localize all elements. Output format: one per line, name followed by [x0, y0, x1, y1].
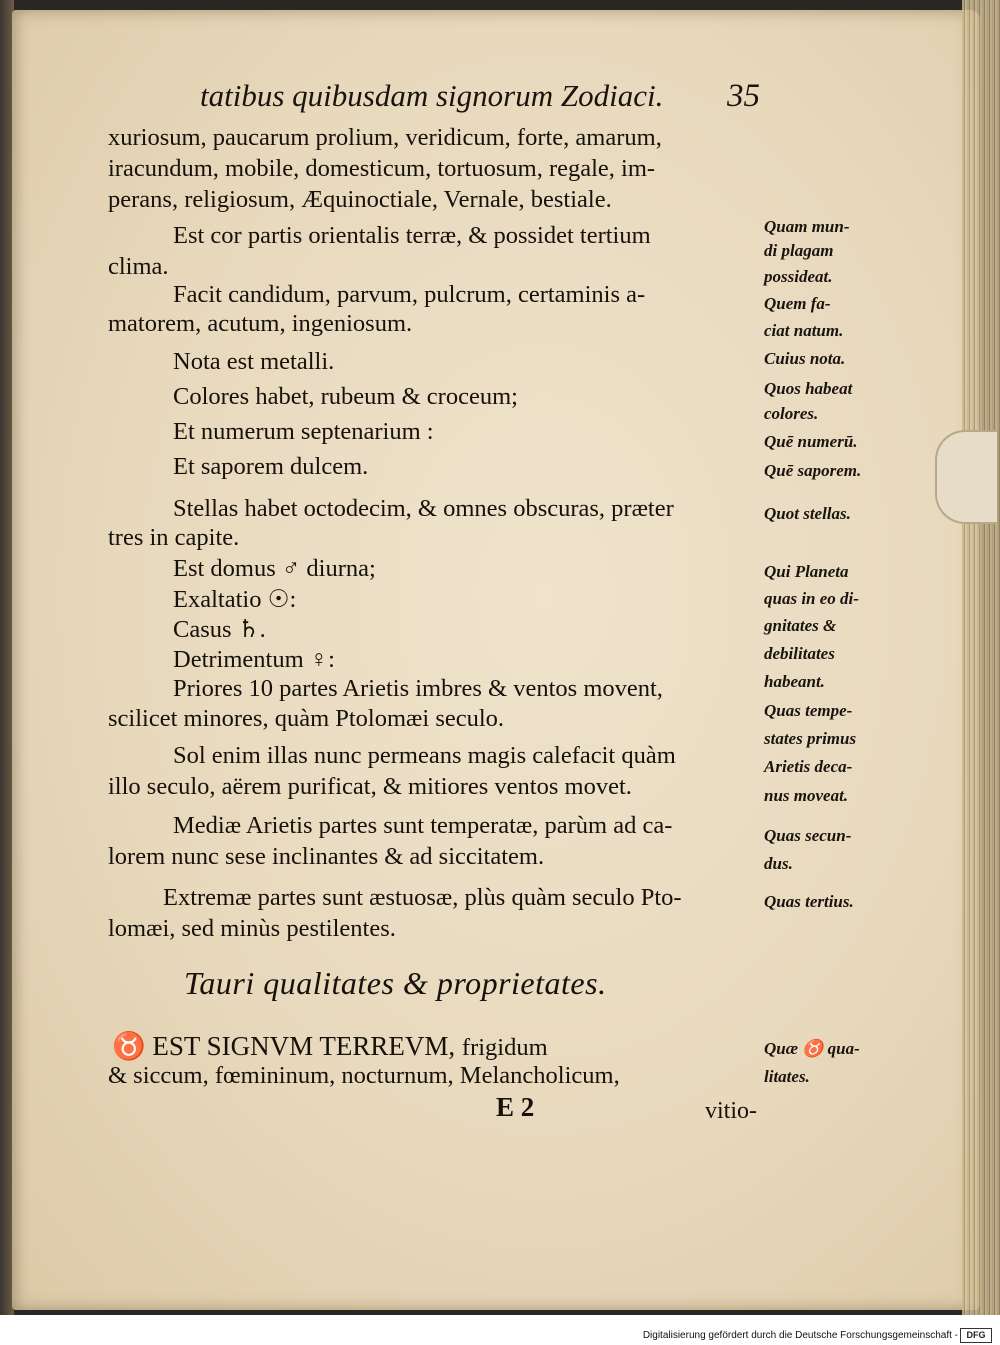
section-heading: Tauri qualitates & proprietates. — [184, 965, 607, 1001]
body-line: Sol enim illas nunc permeans magis calefacit quàm — [173, 742, 676, 769]
marginal-note: Quas tempe- — [764, 701, 853, 720]
marginal-note: di plagam — [764, 241, 834, 260]
signature-mark: E 2 — [496, 1092, 535, 1122]
taurus-caps: EST SIGNVM TERREVM, — [152, 1031, 456, 1061]
body-line: Detrimentum ♀: — [173, 646, 335, 673]
marginal-note: dus. — [764, 854, 793, 873]
body-line: lomæi, sed minùs pestilentes. — [108, 915, 396, 942]
marginal-note: colores. — [764, 404, 819, 423]
marginal-note: quas in eo di- — [764, 589, 859, 608]
marginal-note: Quē saporem. — [764, 461, 862, 480]
page-number: 35 — [727, 78, 760, 114]
marginal-note: Quē numerū. — [764, 432, 858, 451]
page-tab — [935, 430, 997, 524]
marginal-note: litates. — [764, 1067, 810, 1086]
body-line: iracundum, mobile, domesticum, tortuosum, regale, im- — [108, 155, 656, 182]
body-line: Stellas habet octodecim, & omnes obscuras, præter — [173, 495, 674, 522]
taurus-rest: frigidum — [461, 1034, 548, 1061]
body-line: Priores 10 partes Arietis imbres & ventos movent, — [173, 675, 663, 702]
body-line: scilicet minores, quàm Ptolomæi seculo. — [108, 705, 505, 732]
body-line: Et saporem dulcem. — [173, 453, 369, 480]
body-line: Extremæ partes sunt æstuosæ, plùs quàm seculo Pto- — [163, 884, 682, 911]
taurus-line-2: & siccum, fœmininum, nocturnum, Melancholicum, — [108, 1062, 620, 1089]
body-line: Est cor partis orientalis terræ, & possidet tertium — [173, 222, 651, 249]
body-line: lorem nunc sese inclinantes & ad siccitatem. — [108, 843, 545, 870]
body-line: matorem, acutum, ingeniosum. — [108, 310, 413, 337]
marginal-note: Quas tertius. — [764, 892, 854, 911]
body-line: Est domus ♂ diurna; — [173, 555, 376, 582]
marginal-note: gnitates & — [764, 616, 837, 635]
body-line: Nota est metalli. — [173, 348, 335, 375]
taurus-symbol: ♉ — [112, 1031, 146, 1061]
marginal-note: Quot stellas. — [764, 504, 851, 523]
taurus-line-1 — [112, 1030, 548, 1062]
footer-credit: Digitalisierung gefördert durch die Deutsche Forschungsgemeinschaft - — [642, 1330, 958, 1341]
body-line: xuriosum, paucarum prolium, veridicum, forte, amarum, — [108, 124, 662, 151]
body-line: Exaltatio ☉: — [173, 586, 297, 613]
catchword: vitio- — [705, 1098, 757, 1124]
body-line: Casus ♄. — [173, 616, 266, 643]
marginal-note: Quæ ♉ qua- — [764, 1039, 860, 1058]
marginal-note: Quos habeat — [764, 379, 853, 398]
body-line: clima. — [108, 253, 169, 280]
body-line: Et numerum septenarium : — [173, 418, 434, 445]
marginal-note: Quas secun- — [764, 826, 852, 845]
marginal-note: nus moveat. — [764, 786, 849, 805]
marginal-note: Quam mun- — [764, 217, 850, 236]
marginal-note: Quem fa- — [764, 294, 831, 313]
body-line: Facit candidum, parvum, pulcrum, certaminis a- — [173, 281, 646, 308]
marginal-note: states primus — [764, 729, 857, 748]
marginal-note: Qui Planeta — [764, 562, 849, 581]
marginal-note: possideat. — [764, 267, 833, 286]
marginal-note: Arietis deca- — [764, 757, 853, 776]
body-line: tres in capite. — [108, 524, 240, 551]
marginal-note: habeant. — [764, 672, 825, 691]
dfg-logo: DFG — [960, 1328, 992, 1343]
body-line: Colores habet, rubeum & croceum; — [173, 383, 518, 410]
body-line: perans, religiosum, Æquinoctiale, Vernale, bestiale. — [108, 186, 612, 213]
running-title: tatibus quibusdam signorum Zodiaci. — [200, 78, 664, 113]
marginal-note: Cuius nota. — [764, 349, 846, 368]
body-line: Mediæ Arietis partes sunt temperatæ, parùm ad ca- — [173, 812, 673, 839]
body-line: illo seculo, aërem purificat, & mitiores ventos movet. — [108, 773, 632, 800]
marginal-note: debilitates — [764, 644, 835, 663]
marginal-note: ciat natum. — [764, 321, 844, 340]
page-edges — [962, 0, 1000, 1315]
